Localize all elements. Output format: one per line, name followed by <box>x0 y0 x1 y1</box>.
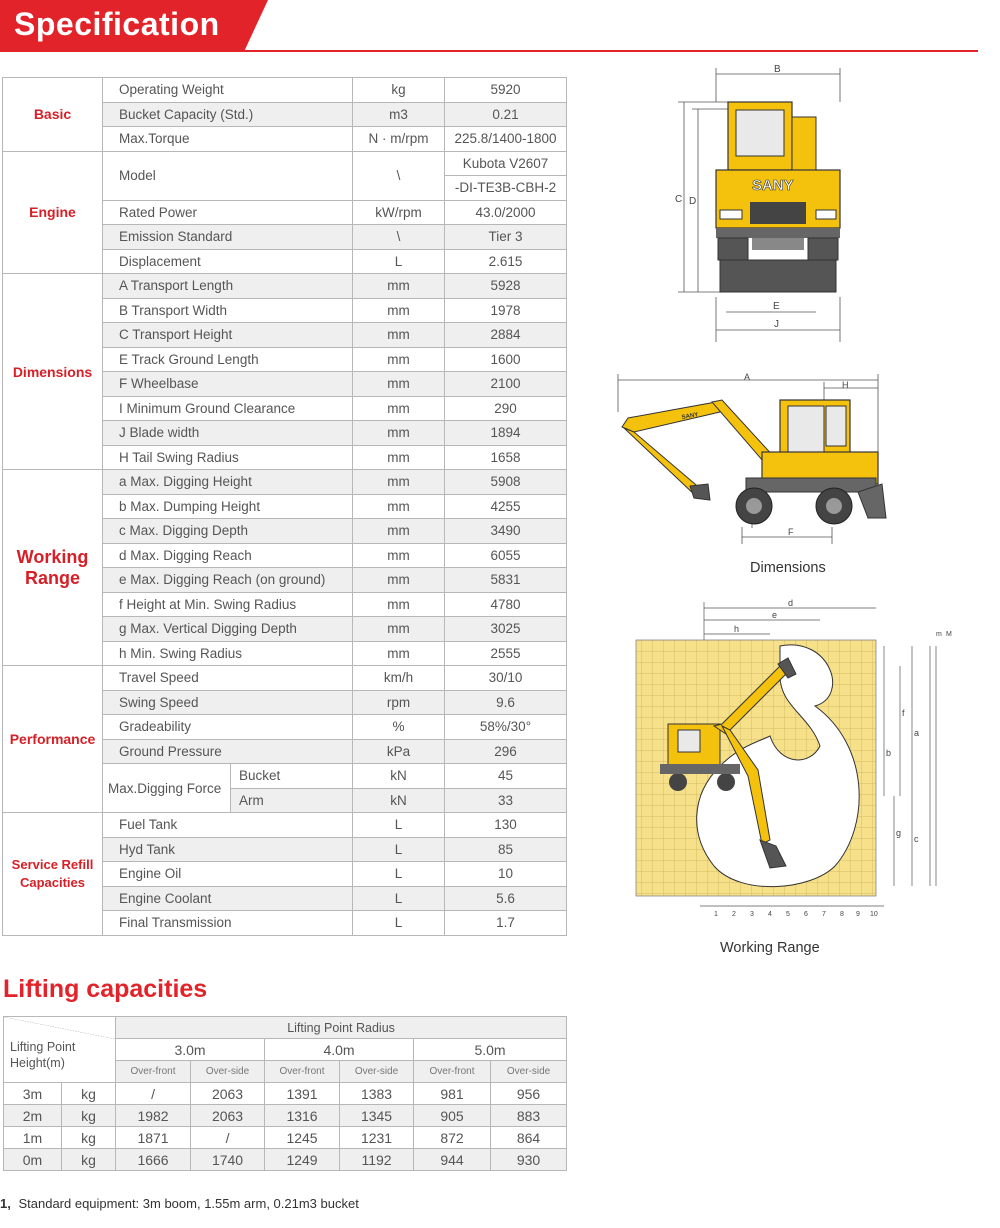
spec-name: Fuel Tank <box>103 813 353 838</box>
spec-value: 2884 <box>445 323 567 348</box>
category-service-refill <box>3 813 103 936</box>
spec-unit: L <box>353 813 445 838</box>
spec-value: 296 <box>445 739 567 764</box>
lifting-table <box>3 1016 567 1171</box>
over-side-label: Over-side <box>340 1061 414 1083</box>
spec-name: Max.Torque <box>103 127 353 152</box>
table-row <box>3 666 567 691</box>
category-dimensions: Dimensions <box>3 274 103 470</box>
lifting-capacities-title: Lifting capacities <box>3 975 208 1003</box>
table-row <box>3 151 567 176</box>
spec-value: 4780 <box>445 592 567 617</box>
spec-unit: mm <box>353 323 445 348</box>
spec-value: 4255 <box>445 494 567 519</box>
height-header-line: Lifting Point <box>10 1039 76 1054</box>
over-front-label: Over-front <box>265 1061 340 1083</box>
value-cell: 930 <box>491 1149 567 1171</box>
boom-logo: SANY <box>681 412 699 421</box>
spec-unit: kN <box>353 788 445 813</box>
spec-unit: % <box>353 715 445 740</box>
scale-label: 8 <box>840 911 844 918</box>
spec-name: E Track Ground Length <box>103 347 353 372</box>
value-cell: 1383 <box>340 1083 414 1105</box>
spec-value: 1978 <box>445 298 567 323</box>
spec-unit: mm <box>353 372 445 397</box>
dim-label-h: h <box>734 624 740 634</box>
page-title: Specification <box>14 6 220 42</box>
spec-name: H Tail Swing Radius <box>103 445 353 470</box>
spec-table <box>2 77 567 936</box>
dim-label-f: F <box>788 527 794 537</box>
table-row <box>3 274 567 299</box>
spec-value: 45 <box>445 764 567 789</box>
spec-name: Hyd Tank <box>103 837 353 862</box>
spec-value: 1894 <box>445 421 567 446</box>
value-cell: 905 <box>414 1105 491 1127</box>
spec-name: Engine Coolant <box>103 886 353 911</box>
scale-label: 1 <box>714 911 718 918</box>
spec-unit: mm <box>353 519 445 544</box>
spec-value: Tier 3 <box>445 225 567 250</box>
value-cell: 864 <box>491 1127 567 1149</box>
spec-value: 130 <box>445 813 567 838</box>
dim-label-d: D <box>689 196 697 207</box>
spec-name: h Min. Swing Radius <box>103 641 353 666</box>
spec-unit: L <box>353 837 445 862</box>
value-cell: 1192 <box>340 1149 414 1171</box>
scale-label: m <box>936 631 942 638</box>
spec-unit: kW/rpm <box>353 200 445 225</box>
table-row <box>4 1105 567 1127</box>
dim-label-g: g <box>896 828 902 838</box>
dim-label-b: B <box>774 64 781 75</box>
footnote-number: 1, <box>0 1196 11 1211</box>
spec-unit: \ <box>353 151 445 200</box>
radius-label: 5.0m <box>414 1039 567 1061</box>
working-range-caption: Working Range <box>720 940 820 956</box>
unit-cell: kg <box>62 1127 116 1149</box>
dim-label-c: c <box>914 834 919 844</box>
category-basic: Basic <box>3 78 103 152</box>
height-cell: 2m <box>4 1105 62 1127</box>
side-view-drawing <box>612 372 902 552</box>
value-cell: 956 <box>491 1083 567 1105</box>
header-rule <box>0 50 978 52</box>
spec-name: d Max. Digging Reach <box>103 543 353 568</box>
spec-unit: mm <box>353 592 445 617</box>
spec-unit: kg <box>353 78 445 103</box>
spec-value: Kubota V2607 <box>445 151 567 176</box>
spec-unit: mm <box>353 421 445 446</box>
dim-label-d: d <box>788 598 794 608</box>
spec-value: 85 <box>445 837 567 862</box>
height-cell: 3m <box>4 1083 62 1105</box>
value-cell: 1391 <box>265 1083 340 1105</box>
spec-value: 9.6 <box>445 690 567 715</box>
spec-unit: mm <box>353 494 445 519</box>
dim-label-a: a <box>914 728 920 738</box>
spec-value: 1600 <box>445 347 567 372</box>
dim-label-f: f <box>902 708 905 718</box>
spec-value: 33 <box>445 788 567 813</box>
value-cell: 1245 <box>265 1127 340 1149</box>
value-cell: 1982 <box>116 1105 191 1127</box>
spec-name: A Transport Length <box>103 274 353 299</box>
spec-name: g Max. Vertical Digging Depth <box>103 617 353 642</box>
spec-unit: mm <box>353 568 445 593</box>
value-cell: 872 <box>414 1127 491 1149</box>
spec-name: Swing Speed <box>103 690 353 715</box>
scale-label: 2 <box>732 911 736 918</box>
spec-name: Ground Pressure <box>103 739 353 764</box>
footnote <box>0 1196 359 1211</box>
table-row <box>4 1127 567 1149</box>
spec-unit: kPa <box>353 739 445 764</box>
spec-unit: m3 <box>353 102 445 127</box>
spec-subname: Arm <box>231 788 353 813</box>
spec-name: Rated Power <box>103 200 353 225</box>
category-working-range <box>3 470 103 666</box>
spec-unit: mm <box>353 470 445 495</box>
spec-value: 6055 <box>445 543 567 568</box>
table-row <box>3 78 567 103</box>
scale-label: 6 <box>804 911 808 918</box>
value-cell: 981 <box>414 1083 491 1105</box>
spec-unit: kN <box>353 764 445 789</box>
spec-value: 5920 <box>445 78 567 103</box>
radius-header: Lifting Point Radius <box>116 1017 567 1039</box>
spec-value: 0.21 <box>445 102 567 127</box>
spec-unit: L <box>353 249 445 274</box>
category-line: Working <box>16 546 89 567</box>
dim-label-j: J <box>774 319 779 330</box>
front-view-drawing <box>670 62 870 347</box>
spec-name: Final Transmission <box>103 911 353 936</box>
value-cell: 2063 <box>191 1083 265 1105</box>
spec-value: 225.8/1400-1800 <box>445 127 567 152</box>
height-header <box>4 1017 116 1083</box>
scale-label: 5 <box>786 911 790 918</box>
spec-name: Bucket Capacity (Std.) <box>103 102 353 127</box>
radius-label: 4.0m <box>265 1039 414 1061</box>
spec-unit: mm <box>353 347 445 372</box>
table-row <box>3 813 567 838</box>
scale-label: M <box>946 631 952 638</box>
scale-label: 4 <box>768 911 772 918</box>
spec-value: 290 <box>445 396 567 421</box>
scale-label: 3 <box>750 911 754 918</box>
over-side-label: Over-side <box>191 1061 265 1083</box>
dim-label-b: b <box>886 748 892 758</box>
unit-cell: kg <box>62 1105 116 1127</box>
working-range-drawing <box>630 596 960 926</box>
spec-name: F Wheelbase <box>103 372 353 397</box>
spec-unit: mm <box>353 298 445 323</box>
spec-name: b Max. Dumping Height <box>103 494 353 519</box>
spec-unit: \ <box>353 225 445 250</box>
category-line: Capacities <box>19 874 86 890</box>
spec-unit: L <box>353 862 445 887</box>
spec-name: Travel Speed <box>103 666 353 691</box>
unit-cell: kg <box>62 1149 116 1171</box>
value-cell: 1740 <box>191 1149 265 1171</box>
spec-name: J Blade width <box>103 421 353 446</box>
spec-name: Emission Standard <box>103 225 353 250</box>
spec-name: Model <box>103 151 353 200</box>
value-cell: 1666 <box>116 1149 191 1171</box>
spec-name: Operating Weight <box>103 78 353 103</box>
value-cell: 1345 <box>340 1105 414 1127</box>
value-cell: 2063 <box>191 1105 265 1127</box>
spec-value: 2100 <box>445 372 567 397</box>
scale-label: 9 <box>856 911 860 918</box>
spec-subname: Bucket <box>231 764 353 789</box>
spec-name: Max.Digging Force <box>103 764 231 813</box>
height-header-line: Height(m) <box>10 1055 65 1070</box>
spec-name: f Height at Min. Swing Radius <box>103 592 353 617</box>
over-side-label: Over-side <box>491 1061 567 1083</box>
footnote-text: Standard equipment: 3m boom, 1.55m arm, 0.21m3 bucket <box>18 1196 359 1211</box>
spec-value: 3490 <box>445 519 567 544</box>
dim-label-c: C <box>675 194 683 205</box>
spec-unit: mm <box>353 641 445 666</box>
value-cell: 1316 <box>265 1105 340 1127</box>
category-engine: Engine <box>3 151 103 274</box>
value-cell: / <box>191 1127 265 1149</box>
dim-label-e: E <box>773 301 780 312</box>
spec-value: 43.0/2000 <box>445 200 567 225</box>
table-row <box>3 470 567 495</box>
height-cell: 0m <box>4 1149 62 1171</box>
spec-value: -DI-TE3B-CBH-2 <box>445 176 567 201</box>
spec-value: 10 <box>445 862 567 887</box>
spec-unit: rpm <box>353 690 445 715</box>
unit-cell: kg <box>62 1083 116 1105</box>
category-line: Service Refill <box>11 856 94 872</box>
spec-name: Gradeability <box>103 715 353 740</box>
spec-value: 5831 <box>445 568 567 593</box>
spec-value: 2.615 <box>445 249 567 274</box>
spec-value: 1658 <box>445 445 567 470</box>
spec-unit: mm <box>353 274 445 299</box>
spec-name: I Minimum Ground Clearance <box>103 396 353 421</box>
spec-name: c Max. Digging Depth <box>103 519 353 544</box>
table-row <box>4 1149 567 1171</box>
brand-logo: SANY <box>752 177 794 194</box>
spec-value: 1.7 <box>445 911 567 936</box>
spec-unit: mm <box>353 543 445 568</box>
value-cell: 883 <box>491 1105 567 1127</box>
dim-label-e: e <box>772 610 778 620</box>
table-row <box>4 1083 567 1105</box>
value-cell: 944 <box>414 1149 491 1171</box>
spec-value: 2555 <box>445 641 567 666</box>
value-cell: 1249 <box>265 1149 340 1171</box>
spec-unit: mm <box>353 396 445 421</box>
dim-label-h: H <box>842 380 849 390</box>
spec-value: 5908 <box>445 470 567 495</box>
over-front-label: Over-front <box>116 1061 191 1083</box>
radius-label: 3.0m <box>116 1039 265 1061</box>
dimensions-caption: Dimensions <box>750 560 826 576</box>
spec-value: 5928 <box>445 274 567 299</box>
over-front-label: Over-front <box>414 1061 491 1083</box>
category-performance: Performance <box>3 666 103 813</box>
spec-value: 58%/30° <box>445 715 567 740</box>
spec-unit: mm <box>353 445 445 470</box>
spec-unit: km/h <box>353 666 445 691</box>
spec-unit: L <box>353 886 445 911</box>
spec-value: 3025 <box>445 617 567 642</box>
scale-label: 10 <box>870 911 878 918</box>
spec-unit: mm <box>353 617 445 642</box>
spec-name: a Max. Digging Height <box>103 470 353 495</box>
dim-label-a: A <box>744 372 751 382</box>
spec-unit: N · m/rpm <box>353 127 445 152</box>
spec-unit: L <box>353 911 445 936</box>
spec-name: C Transport Height <box>103 323 353 348</box>
spec-name: Engine Oil <box>103 862 353 887</box>
height-cell: 1m <box>4 1127 62 1149</box>
spec-name: B Transport Width <box>103 298 353 323</box>
spec-value: 30/10 <box>445 666 567 691</box>
table-row <box>4 1017 567 1039</box>
spec-value: 5.6 <box>445 886 567 911</box>
category-line: Range <box>24 567 80 588</box>
spec-name: e Max. Digging Reach (on ground) <box>103 568 353 593</box>
value-cell: 1871 <box>116 1127 191 1149</box>
spec-name: Displacement <box>103 249 353 274</box>
scale-label: 7 <box>822 911 826 918</box>
value-cell: 1231 <box>340 1127 414 1149</box>
value-cell: / <box>116 1083 191 1105</box>
